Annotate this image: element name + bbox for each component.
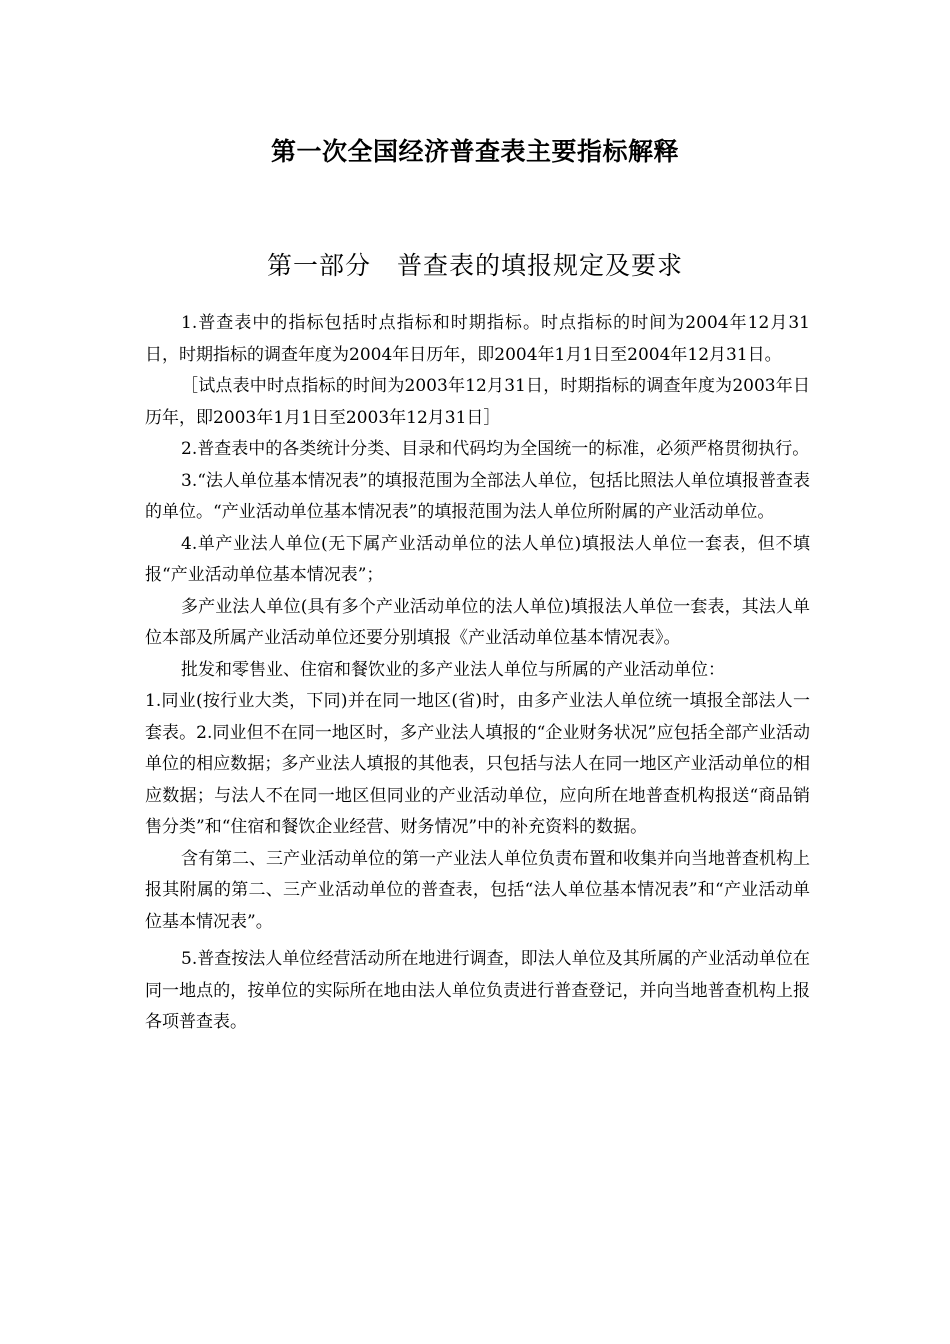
paragraph-item-1: 1.普查表中的指标包括时点指标和时期指标。时点指标的时间为2004年12月31日，时期指标的调查年度为2004年日历年，即2004年1月1日至2004年12月31日。 [145, 313, 810, 365]
paragraph-wholesale-rules: 1.同业(按行业大类，下同)并在同一地区(省)时，由多产业法人单位统一填报全部法人一套表。2.同业但不在同一地区时，多产业法人填报的“企业财务状况”应包括全部产业活动单位的相应数据；多产业法人填报的其他表，只包括与法人在同一地区产业活动单位的相应数据；与法人不在同一地区但同业的产业活动单位，应向所在地普查机构报送“商品销售分类”和“住宿和餐饮企业经营、财务情况”中的补充资料的数据。 [145, 691, 810, 837]
paragraph-wholesale-intro: 批发和零售业、住宿和餐饮业的多产业法人单位与所属的产业活动单位： [181, 659, 725, 680]
paragraph-multi-industry: 多产业法人单位(具有多个产业活动单位的法人单位)填报法人单位一套表，其法人单位本部及所属产业活动单位还要分别填报《产业活动单位基本情况表》。 [145, 596, 810, 648]
paragraph-primary-industry: 含有第二、三产业活动单位的第一产业法人单位负责布置和收集并向当地普查机构上报其附属的第二、三产业活动单位的普查表，包括“法人单位基本情况表”和“产业活动单位基本情况表”。 [145, 848, 810, 932]
paragraph-item-4: 4.单产业法人单位(无下属产业活动单位的法人单位)填报法人单位一套表，但不填报“产业活动单位基本情况表”； [145, 533, 810, 585]
document-body [145, 308, 810, 1039]
section-heading-text: 普查表的填报规定及要求 [397, 251, 684, 280]
paragraph-item-2: 2.普查表中的各类统计分类、目录和代码均为全国统一的标准，必须严格贯彻执行。 [181, 439, 810, 459]
paragraph-item-5: 5.普查按法人单位经营活动所在地进行调查，即法人单位及其所属的产业活动单位在同一地点的，按单位的实际所在地由法人单位负责进行普查登记，并向当地普查机构上报各项普查表。 [145, 949, 810, 1032]
paragraph-item-3: 3.“法人单位基本情况表”的填报范围为全部法人单位，包括比照法人单位填报普查表的单位。“产业活动单位基本情况表”的填报范围为法人单位所附属的产业活动单位。 [145, 470, 810, 522]
section-part-label: 第一部分 [266, 251, 371, 280]
paragraph-pilot-note: ［试点表中时点指标的时间为2003年12月31日，时期指标的调查年度为2003年日历年，即2003年1月1日至2003年12月31日］ [145, 376, 810, 428]
section-heading [0, 248, 950, 284]
document-title: 第一次全国经济普查表主要指标解释 [270, 137, 679, 166]
